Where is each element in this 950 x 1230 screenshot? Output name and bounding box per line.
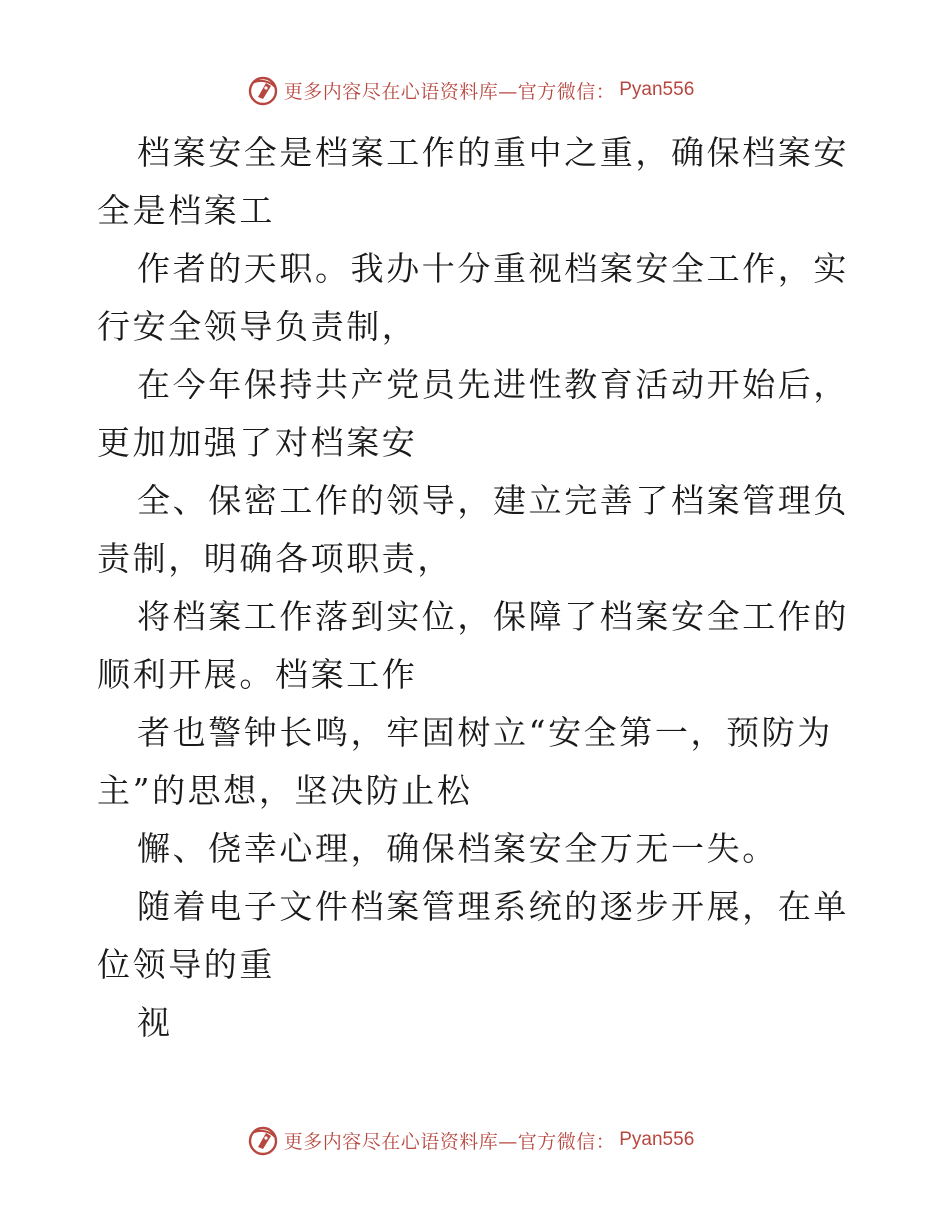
- paragraph-1: 档案安全是档案工作的重中之重，确保档案安全是档案工: [97, 133, 849, 230]
- paragraph-9: 视: [137, 1003, 173, 1042]
- paragraph-7: 懈、侥幸心理，确保档案安全万无一失。: [137, 829, 778, 868]
- paragraph-3: 在今年保持共产党员先进性教育活动开始后，更加加强了对档案安: [97, 365, 849, 462]
- paragraph-2: 作者的天职。我办十分重视档案安全工作，实行安全领导负责制，: [97, 249, 849, 346]
- footer-banner-content: [246, 1123, 695, 1157]
- footer-banner-text: 更多内容尽在心语资料库—官方微信：: [283, 1130, 616, 1153]
- paragraph-6: 者也警钟长鸣，牢固树立“安全第一，预防为主”的思想，坚决防止松: [97, 713, 833, 810]
- header-banner-handle: Pyan556: [619, 79, 695, 100]
- paragraph-5: 将档案工作落到实位，保障了档案安全工作的顺利开展。档案工作: [97, 597, 849, 694]
- paragraph-4: 全、保密工作的领导，建立完善了档案管理负责制，明确各项职责，: [97, 481, 849, 578]
- document-body: [97, 124, 857, 1052]
- pen-nib-logo-icon: [246, 1123, 280, 1157]
- paragraph-8: 随着电子文件档案管理系统的逐步开展，在单位领导的重: [97, 887, 849, 984]
- header-banner: [0, 70, 950, 110]
- header-banner-text: 更多内容尽在心语资料库—官方微信：: [283, 80, 616, 103]
- pen-nib-logo-icon: [246, 73, 280, 107]
- header-banner-content: [246, 73, 695, 107]
- footer-banner-handle: Pyan556: [619, 1129, 695, 1150]
- footer-banner: [0, 1120, 950, 1160]
